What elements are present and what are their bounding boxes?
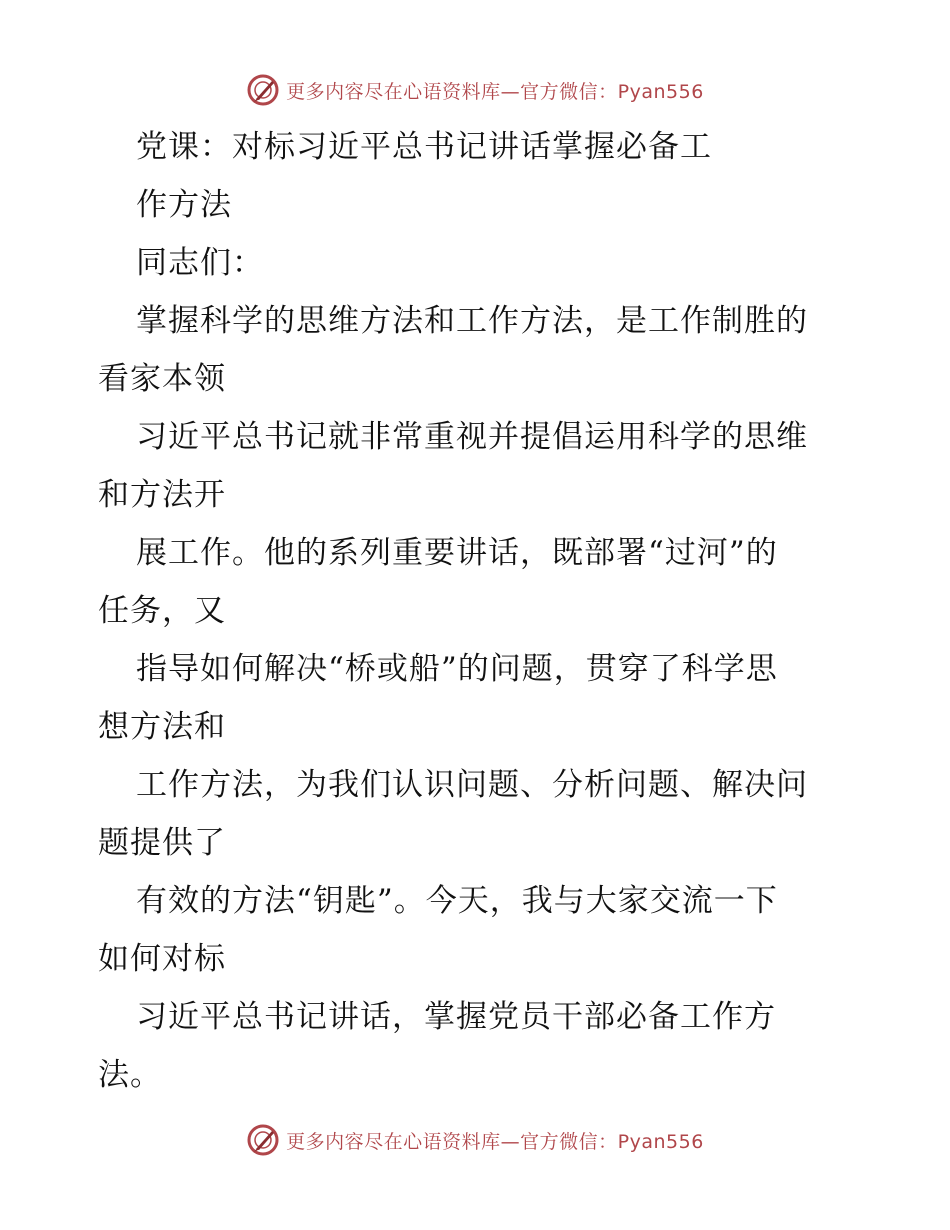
footer-banner <box>0 1120 950 1160</box>
quill-seal-icon <box>246 1123 280 1157</box>
paragraph-line: 和方法开 <box>98 477 226 513</box>
paragraph-line: 想方法和 <box>98 709 226 745</box>
footer-banner-inner <box>246 1123 704 1157</box>
paragraph-line: 有效的方法“钥匙”。今天，我与大家交流一下 <box>136 883 778 919</box>
paragraph-line: 如何对标 <box>98 941 226 977</box>
header-banner <box>0 70 950 110</box>
paragraph-line: 看家本领 <box>98 361 226 397</box>
doc-title-line-1: 党课：对标习近平总书记讲话掌握必备工 <box>136 129 712 165</box>
header-banner-inner <box>246 73 704 107</box>
doc-title-line-2: 作方法 <box>136 187 232 223</box>
paragraph-line: 任务，又 <box>98 593 226 629</box>
paragraph-line: 展工作。他的系列重要讲话，既部署“过河”的 <box>136 535 778 571</box>
paragraph-line: 法。 <box>98 1057 162 1093</box>
paragraph-line: 题提供了 <box>98 825 226 861</box>
footer-banner-text: 更多内容尽在心语资料库—官方微信：Pyan556 <box>286 1130 704 1153</box>
document-body <box>98 118 858 1104</box>
salutation: 同志们： <box>136 245 264 281</box>
header-banner-text: 更多内容尽在心语资料库—官方微信：Pyan556 <box>286 80 704 103</box>
quill-seal-icon <box>246 73 280 107</box>
paragraph-line: 掌握科学的思维方法和工作方法，是工作制胜的 <box>136 303 808 339</box>
paragraph-line: 工作方法，为我们认识问题、分析问题、解决问 <box>136 767 808 803</box>
paragraph-line: 习近平总书记讲话，掌握党员干部必备工作方 <box>136 999 776 1035</box>
paragraph-line: 指导如何解决“桥或船”的问题，贯穿了科学思 <box>136 651 778 687</box>
paragraph-line: 习近平总书记就非常重视并提倡运用科学的思维 <box>136 419 808 455</box>
